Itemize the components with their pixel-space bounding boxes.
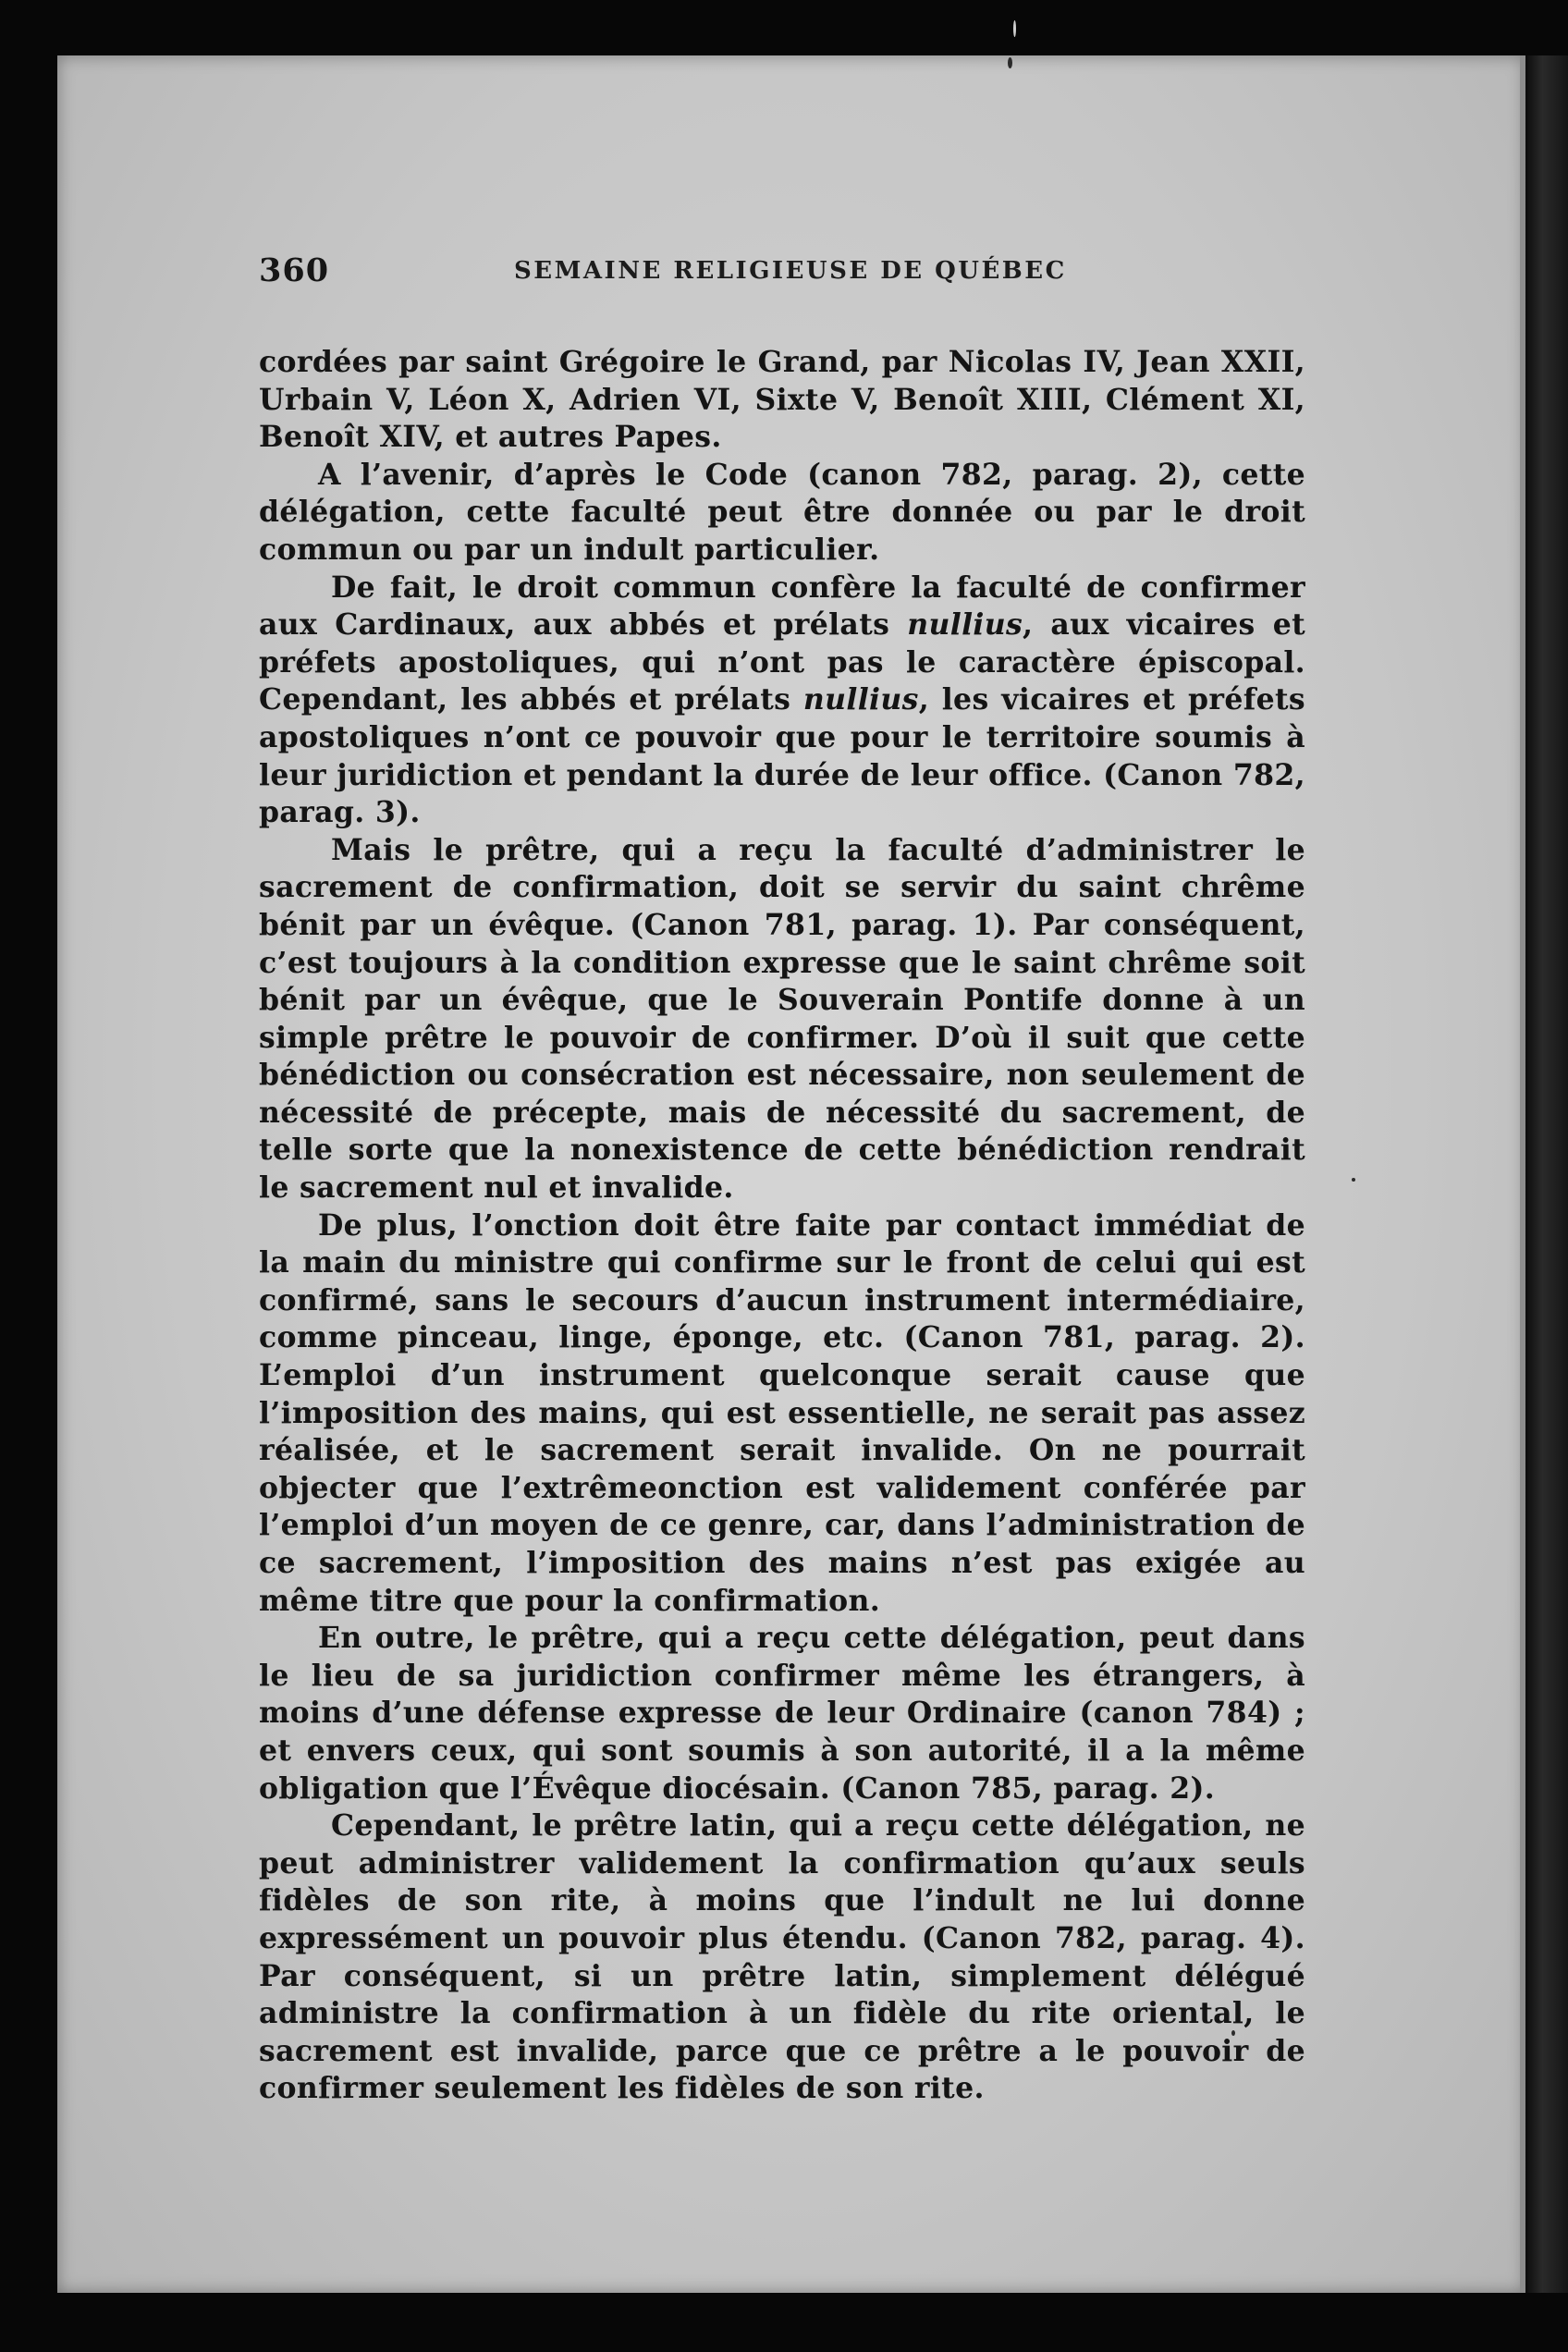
film-speck [1352, 1178, 1355, 1182]
page-number: 360 [259, 251, 330, 289]
paragraph: De plus, l’onction doit être faite par contact immédiat de la main du ministre qui confirme sur le front de celui qui est confirmé, sans le secours d’aucun instrument intermédiaire, comme pinceau, linge, éponge, etc. (Canon 781, parag. 2). L’emploi d’un instrument quelconque serait cause que l’imposition des mains, qui est essentielle, ne serait pas assez réalisée, et le sacrement serait invalide. On ne pourrait objecter que l’extrêmeonction est validement conférée par l’emploi d’un moyen de ce genre, car, dans l’administration de ce sacrement, l’imposition des mains n’est pas exigée au même titre que pour la confirmation. [259, 1207, 1305, 1618]
paragraph: cordées par saint Grégoire le Grand, par Nicolas IV, Jean XXII, Urbain V, Léon X, Adrien VI, Sixte V, Benoît XIII, Clément XI, Benoît XIV, et autres Papes. [259, 345, 1305, 455]
film-speck [1013, 20, 1016, 37]
paragraph: Cependant, le prêtre latin, qui a reçu cette délégation, ne peut administrer validement la confirmation qu’aux seuls fidèles de son rite, à moins que l’indult ne lui donne expressément un pouvoir plus étendu. (Canon 782, parag. 4). Par conséquent, si un prêtre latin, simplement délégué administre la confirmation à un fidèle du rite oriental, le sacrement est invalide, parce que ce prêtre a le pouvoir de confirmer seulement les fidèles de son rite. [259, 1808, 1305, 2106]
paragraph [259, 570, 1305, 832]
body-text [259, 344, 1305, 2108]
paragraph-text: , aux vicaires et préfets apostoliques, qui n’ont pas le caractère épiscopal. Cependant, les abbés et prélats [259, 607, 1305, 717]
film-speck [1008, 57, 1012, 68]
film-edge-strip [1525, 55, 1568, 2293]
paragraph: En outre, le prêtre, qui a reçu cette délégation, peut dans le lieu de sa juridiction confirmer même les étrangers, à moins d’une défense expresse de leur Ordinaire (canon 784) ; et envers ceux, qui sont soumis à son autorité, il a la même obligation que l’Évêque diocésain. (Canon 785, parag. 2). [259, 1621, 1305, 1806]
italic-term: nullius [802, 682, 919, 717]
italic-term: nullius [907, 607, 1023, 643]
paragraph-text: De fait, le droit commun confère la faculté de confirmer aux Cardinaux, aux abbés et prélats [259, 570, 1305, 643]
paragraph: A l’avenir, d’après le Code (canon 782, parag. 2), cette délégation, cette faculté peut être donnée ou par le droit commun ou par un indult particulier. [259, 457, 1305, 567]
page-header [259, 251, 1405, 292]
paragraph-text: , les vicaires et préfets apostoliques n’ont ce pouvoir que pour le territoire soumis à leur juridiction et pendant la durée de leur office. (Canon 782, parag. 3). [259, 682, 1305, 830]
running-head: SEMAINE RELIGIEUSE DE QUÉBEC [514, 257, 1067, 285]
paragraph: Mais le prêtre, qui a reçu la faculté d’administrer le sacrement de confirmation, doit se servir du saint chrême bénit par un évêque. (Canon 781, parag. 1). Par conséquent, c’est toujours à la condition expresse que le saint chrême soit bénit par un évêque, que le Souverain Pontife donne à un simple prêtre le pouvoir de confirmer. D’où il suit que cette bénédiction ou consécration est nécessaire, non seulement de nécessité de précepte, mais de nécessité du sacrement, de telle sorte que la nonexistence de cette bénédiction rendrait le sacrement nul et invalide. [259, 832, 1305, 1206]
